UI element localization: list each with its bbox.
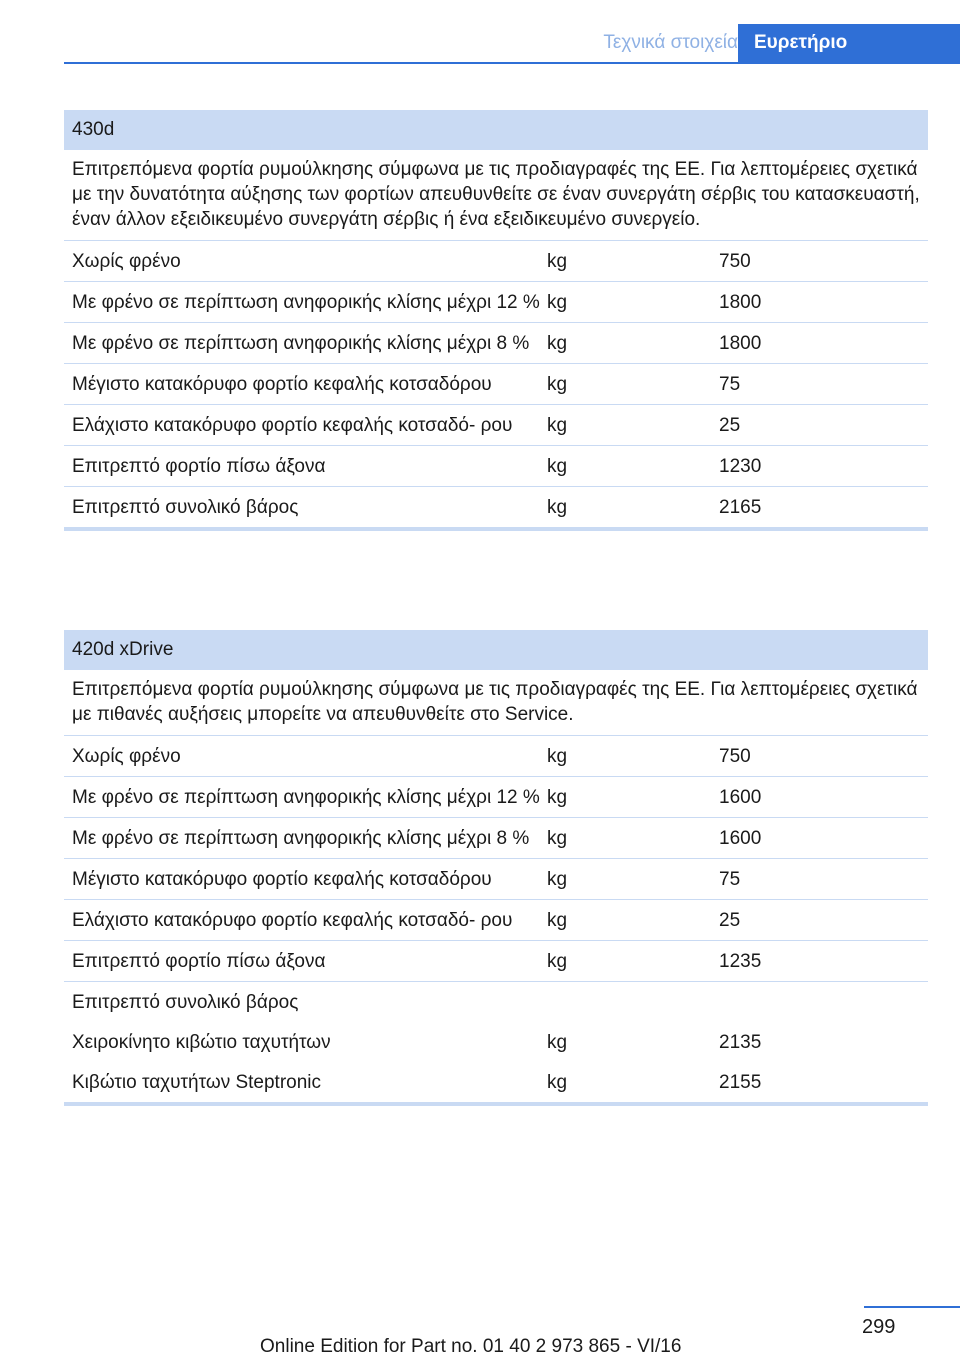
table-row	[64, 282, 928, 323]
table-row	[64, 446, 928, 487]
footer-divider	[864, 1306, 960, 1308]
table-row	[64, 818, 928, 859]
row-value: 2135	[719, 1032, 762, 1053]
page-header	[64, 24, 960, 64]
row-value: 25	[719, 415, 741, 436]
row-value: 1800	[719, 292, 762, 313]
row-label: Χωρίς φρένο	[72, 746, 181, 767]
row-value: 2165	[719, 497, 762, 518]
row-value: 1800	[719, 333, 762, 354]
row-unit: kg	[547, 746, 568, 767]
row-unit	[547, 990, 719, 1015]
row-label: Με φρένο σε περίπτωση ανηφορικής κλίσης μέχρι 12 %	[72, 787, 540, 808]
row-unit: kg	[547, 787, 568, 808]
row-unit: kg	[547, 456, 568, 477]
row-label: Κιβώτιο ταχυτήτων Steptronic	[72, 1072, 322, 1093]
row-value: 2155	[719, 1072, 762, 1093]
row-unit: kg	[547, 828, 568, 849]
row-label: Ελάχιστο κατακόρυφο φορτίο κεφαλής κοτσαδό- ρου	[72, 415, 513, 436]
table-title: 420d xDrive	[64, 630, 928, 670]
row-unit: kg	[547, 951, 568, 972]
table-row	[64, 364, 928, 405]
row-value: 750	[719, 746, 751, 767]
page-number: 299	[862, 1316, 896, 1338]
header-section-link[interactable]: Τεχνικά στοιχεία	[603, 32, 738, 53]
row-value: 75	[719, 869, 741, 890]
table-row	[64, 323, 928, 364]
table-title: 430d	[64, 110, 928, 150]
row-label: Χωρίς φρένο	[72, 251, 181, 272]
row-unit: kg	[547, 497, 568, 518]
row-value: 1600	[719, 787, 762, 808]
towing-table-420d-xdrive	[64, 630, 928, 1106]
table-row	[64, 900, 928, 941]
table-row	[64, 982, 928, 1022]
table-row	[64, 405, 928, 446]
table-row	[64, 777, 928, 818]
table-row	[64, 487, 928, 527]
row-unit: kg	[547, 251, 568, 272]
row-label: Μέγιστο κατακόρυφο φορτίο κεφαλής κοτσαδόρου	[72, 869, 492, 890]
table-note: Επιτρεπόμενα φορτία ρυμούλκησης σύμφωνα με τις προδιαγραφές της ΕΕ. Για λεπτομέρειες σχετικά με πιθανές αυξήσεις μπορείτε να απευθυνθείτε στο Service.	[64, 670, 928, 736]
row-unit: kg	[547, 1032, 568, 1053]
row-label: Επιτρεπτό συνολικό βάρος	[72, 497, 299, 518]
table-row	[64, 241, 928, 282]
towing-table-430d	[64, 110, 928, 531]
row-label: Με φρένο σε περίπτωση ανηφορικής κλίσης μέχρι 12 %	[72, 292, 540, 313]
row-label: Χειροκίνητο κιβώτιο ταχυτήτων	[72, 1032, 331, 1053]
edition-footer: Online Edition for Part no. 01 40 2 973 865 - VI/16	[260, 1336, 682, 1357]
header-index-tab[interactable]: Ευρετήριο	[738, 24, 960, 62]
row-label: Με φρένο σε περίπτωση ανηφορικής κλίσης μέχρι 8 %	[72, 828, 530, 849]
row-unit: kg	[547, 869, 568, 890]
row-label: Επιτρεπτό συνολικό βάρος	[72, 992, 299, 1013]
row-value	[719, 990, 919, 1015]
row-value: 1235	[719, 951, 762, 972]
row-value: 1600	[719, 828, 762, 849]
row-value: 1230	[719, 456, 762, 477]
row-label: Μέγιστο κατακόρυφο φορτίο κεφαλής κοτσαδόρου	[72, 374, 492, 395]
row-value: 25	[719, 910, 741, 931]
row-label: Επιτρεπτό φορτίο πίσω άξονα	[72, 456, 326, 477]
row-label: Με φρένο σε περίπτωση ανηφορικής κλίσης μέχρι 8 %	[72, 333, 530, 354]
table-row	[64, 941, 928, 982]
table-row	[64, 1062, 928, 1102]
row-unit: kg	[547, 374, 568, 395]
row-value: 750	[719, 251, 751, 272]
row-unit: kg	[547, 415, 568, 436]
table-note: Επιτρεπόμενα φορτία ρυμούλκησης σύμφωνα με τις προδιαγραφές της ΕΕ. Για λεπτομέρειες σχετικά με την δυνατότητα αύξησης των φορτίων απευθυνθείτε σε έναν συνεργάτη σέρβις του κατασκευαστή, έναν άλλον εξειδικευμένο συνεργάτη σέρβις ή ένα εξειδικευμένο συνεργείο.	[64, 150, 928, 241]
row-unit: kg	[547, 910, 568, 931]
row-unit: kg	[547, 292, 568, 313]
row-label: Ελάχιστο κατακόρυφο φορτίο κεφαλής κοτσαδό- ρου	[72, 910, 513, 931]
row-value: 75	[719, 374, 741, 395]
row-unit: kg	[547, 1072, 568, 1093]
table-row	[64, 1022, 928, 1062]
table-row	[64, 859, 928, 900]
row-label: Επιτρεπτό φορτίο πίσω άξονα	[72, 951, 326, 972]
row-unit: kg	[547, 333, 568, 354]
table-row	[64, 736, 928, 777]
